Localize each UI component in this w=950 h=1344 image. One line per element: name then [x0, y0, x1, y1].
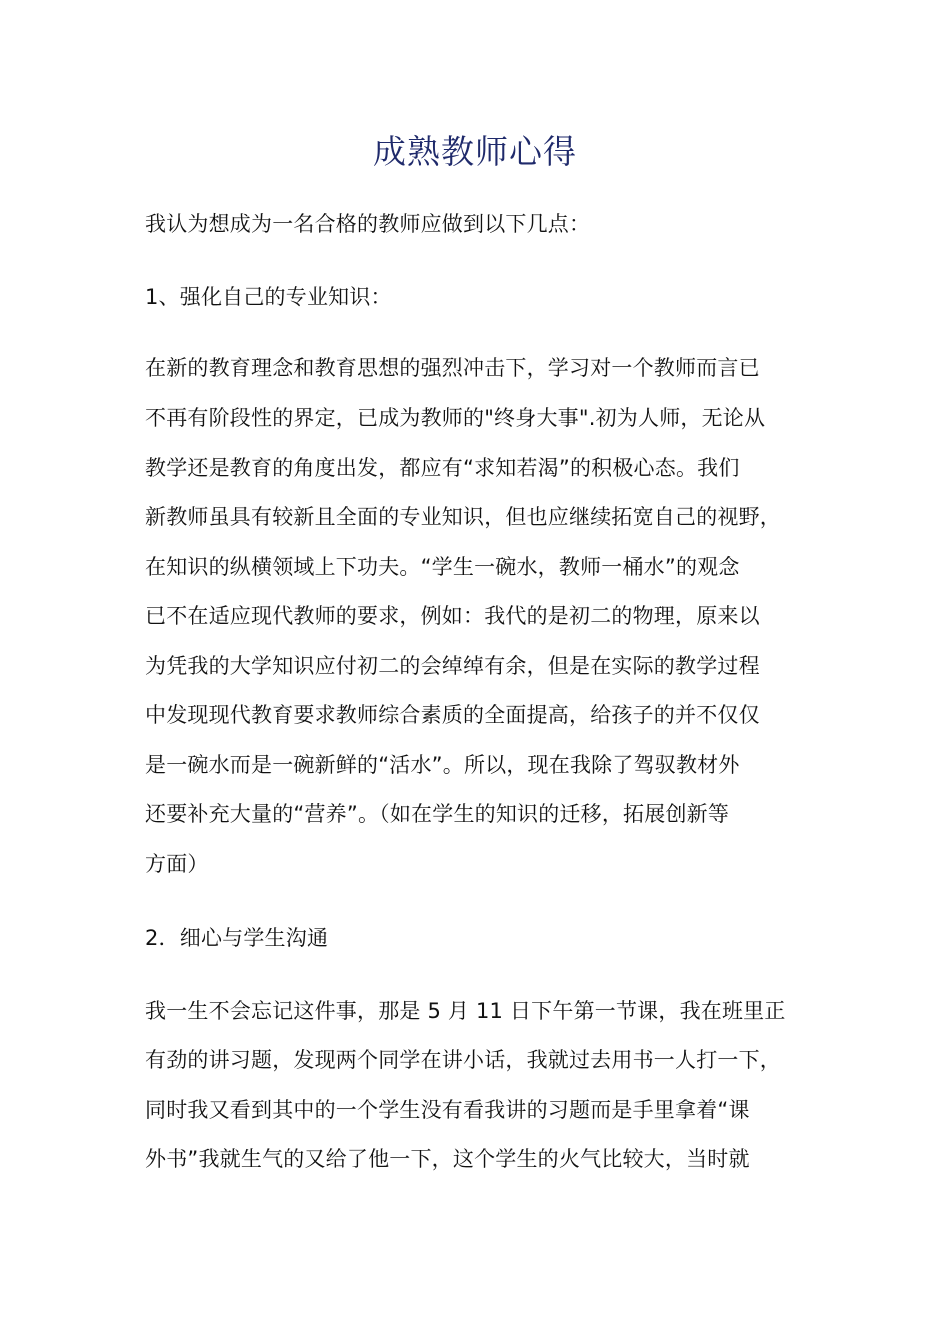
- paragraph-line: 是一碗水而是一碗新鲜的“活水”。所以，现在我除了驾驭教材外: [145, 753, 740, 777]
- paragraph-line: 中发现现代教育要求教师综合素质的全面提高，给孩子的并不仅仅: [145, 703, 760, 727]
- section-heading-2: 2．细心与学生沟通: [145, 926, 329, 950]
- paragraph-line: 在知识的纵横领域上下功夫。“学生一碗水，教师一桶水”的观念: [145, 555, 740, 579]
- paragraph-line: 新教师虽具有较新且全面的专业知识，但也应继续拓宽自己的视野，: [145, 505, 781, 529]
- paragraph-line: 教学还是教育的角度出发，都应有“求知若渴”的积极心态。我们: [145, 456, 740, 480]
- paragraph-line: 我一生不会忘记这件事，那是 5 月 11 日下午第一节课，我在班里正: [145, 999, 786, 1023]
- intro-line: 我认为想成为一名合格的教师应做到以下几点：: [145, 212, 591, 236]
- paragraph-line: 有劲的讲习题，发现两个同学在讲小话，我就过去用书一人打一下，: [145, 1048, 781, 1072]
- paragraph-line: 外书”我就生气的又给了他一下，这个学生的火气比较大，当时就: [145, 1147, 750, 1171]
- document-title: 成熟教师心得: [373, 132, 577, 171]
- section-heading-1: 1、强化自己的专业知识：: [145, 285, 392, 309]
- paragraph-line: 已不在适应现代教师的要求，例如：我代的是初二的物理，原来以: [145, 604, 760, 628]
- paragraph-line: 方面）: [145, 852, 209, 876]
- paragraph-line: 同时我又看到其中的一个学生没有看我讲的习题而是手里拿着“课: [145, 1098, 750, 1122]
- paragraph-line: 在新的教育理念和教育思想的强烈冲击下，学习对一个教师而言已: [145, 356, 760, 380]
- paragraph-line: 为凭我的大学知识应付初二的会绰绰有余，但是在实际的教学过程: [145, 654, 760, 678]
- paragraph-line: 不再有阶段性的界定，已成为教师的"终身大事".初为人师，无论从: [145, 406, 766, 430]
- paragraph-line: 还要补充大量的“营养”。（如在学生的知识的迁移，拓展创新等: [145, 802, 730, 826]
